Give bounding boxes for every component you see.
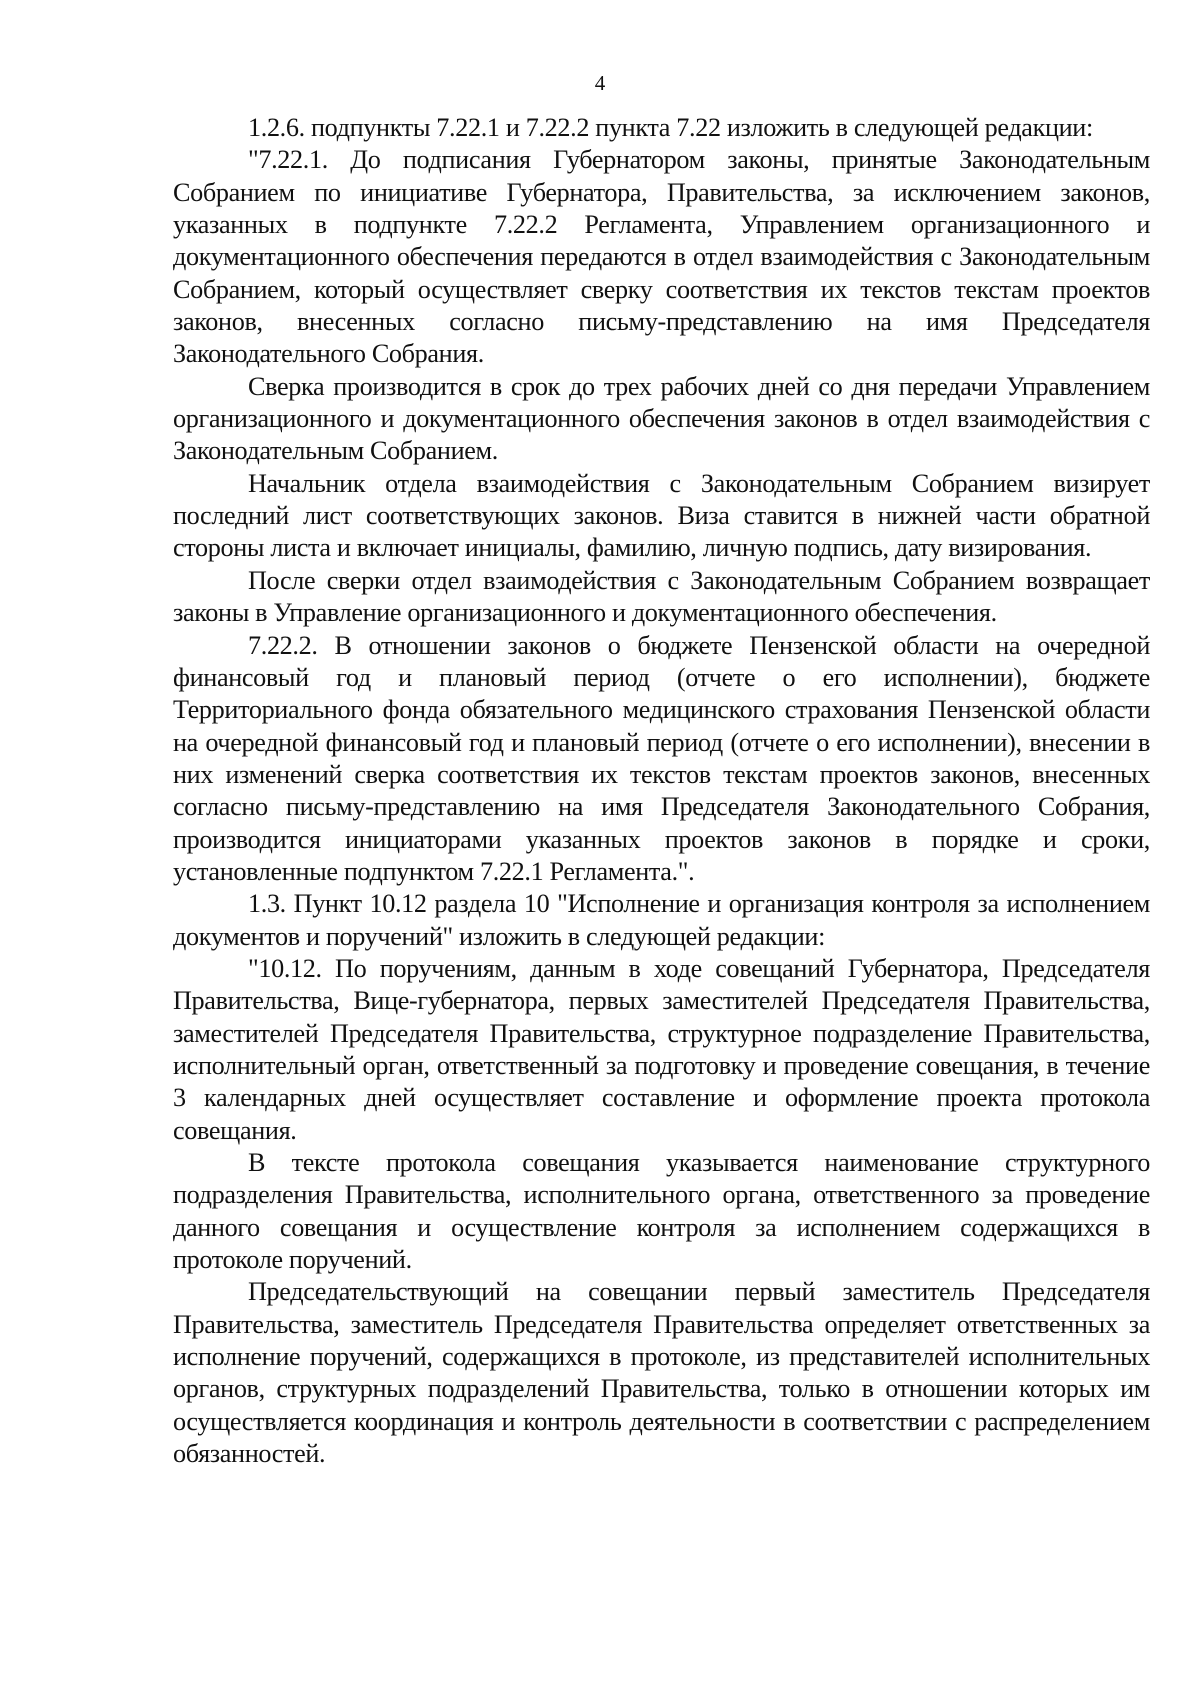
paragraph-after-verification: После сверки отдел взаимодействия с Законодательным Собранием возвращает законы в Управление организационного и документационного обеспечения. xyxy=(173,565,1150,628)
paragraph-1-3: 1.3. Пункт 10.12 раздела 10 "Исполнение и организация контроля за исполнением документов и поручений" изложить в следующей редакции: xyxy=(173,889,1150,951)
document-body xyxy=(173,112,1150,1470)
paragraph-chairperson: Председательствующий на совещании первый заместитель Председателя Правительства, заместитель Председателя Правительства определяет ответственных за исполнение поручений, содержащихся в протоколе, из представителей исполнительных органов, структурных подразделений Правительства, только в отношении которых им осуществляется координация и контроль деятельности в соответствии с распределением обязанностей. xyxy=(173,1277,1150,1469)
paragraph-10-12: "10.12. По поручениям, данным в ходе совещаний Губернатора, Председателя Правительства, Вице-губернатора, первых заместителей Председателя Правительства, заместителей Председателя Правительства, структурное подразделение Правительства, исполнительный орган, ответственный за подготовку и проведение совещания, в течение 3 календарных дней осуществляет составление и оформление проекта протокола совещания. xyxy=(173,953,1150,1145)
paragraph-department-head-visa: Начальник отдела взаимодействия с Законодательным Собранием визирует последний лист соответствующих законов. Виза ставится в нижней части обратной стороны листа и включает инициалы, фамилию, личную подпись, дату визирования. xyxy=(173,468,1150,563)
paragraph-verification-term: Сверка производится в срок до трех рабочих дней со дня передачи Управлением организационного и документационного обеспечения законов в отдел взаимодействия с Законодательным Собранием. xyxy=(173,371,1150,466)
page-number: 4 xyxy=(594,71,606,95)
paragraph-7-22-1: "7.22.1. До подписания Губернатором законы, принятые Законодательным Собранием по инициативе Губернатора, Правительства, за исключением законов, указанных в подпункте 7.22.2 Регламента, Управлением организационного и документационного обеспечения передаются в отдел взаимодействия с Законодательным Собранием, который осуществляет сверку соответствия их текстов текстам проектов законов, внесенных согласно письму-представлению на имя Председателя Законодательного Собрания. xyxy=(173,145,1150,369)
paragraph-protocol-text: В тексте протокола совещания указывается наименование структурного подразделения Правительства, исполнительного органа, ответственного за проведение данного совещания и осуществление контроля за исполнением содержащихся в протоколе поручений. xyxy=(173,1148,1150,1275)
paragraph-7-22-2: 7.22.2. В отношении законов о бюджете Пензенской области на очередной финансовый год и плановый период (отчете о его исполнении), бюджете Территориального фонда обязательного медицинского страхования Пензенской области на очередной финансовый год и плановый период (отчете о его исполнении), внесении в них изменений сверка соответствия их текстов текстам проектов законов, внесенных согласно письму-представлению на имя Председателя Законодательного Собрания, производится инициаторами указанных проектов законов в порядке и сроки, установленные подпунктом 7.22.1 Регламента.". xyxy=(173,630,1150,886)
paragraph-1-2-6: 1.2.6. подпункты 7.22.1 и 7.22.2 пункта 7.22 изложить в следующей редакции: xyxy=(248,113,1093,142)
